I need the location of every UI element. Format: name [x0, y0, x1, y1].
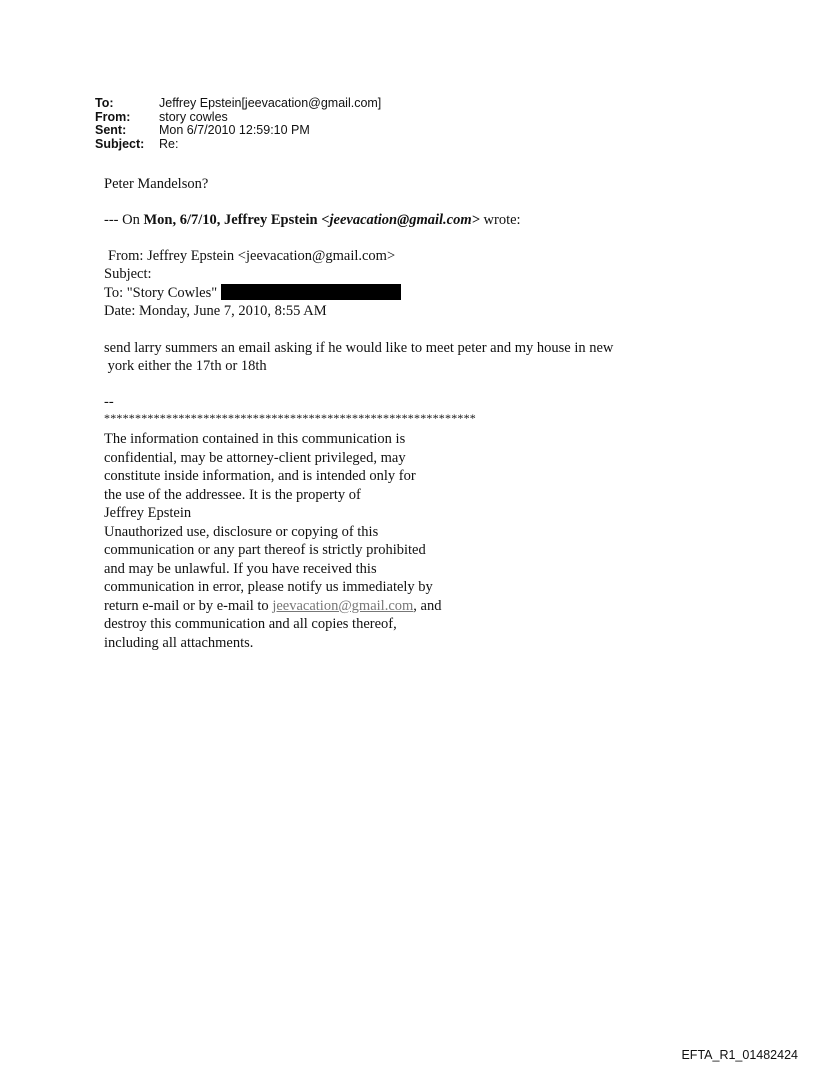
to-value: Jeffrey Epstein[jeevacation@gmail.com] — [159, 96, 382, 110]
from-row — [95, 111, 381, 125]
link-line-suffix: , and — [413, 597, 442, 614]
quote-intro — [104, 212, 521, 229]
disclaimer-line: constitute inside information, and is intended only for — [104, 468, 416, 484]
quoted-from: From: Jeffrey Epstein <jeevacation@gmail.com> — [108, 248, 396, 264]
signature-dash: -- — [104, 394, 114, 410]
quoted-to — [104, 284, 401, 302]
subject-row — [95, 138, 381, 152]
disclaimer-line: including all attachments. — [104, 634, 254, 651]
quote-intro-email: <jeevacation@gmail.com> — [321, 212, 480, 228]
disclaimer-link-line — [104, 597, 441, 616]
reply-text: Peter Mandelson? — [104, 176, 209, 192]
sent-value: Mon 6/7/2010 12:59:10 PM — [159, 123, 310, 137]
quoted-date: Date: Monday, June 7, 2010, 8:55 AM — [104, 303, 327, 319]
subject-label: Subject: — [95, 136, 145, 151]
from-label: From: — [95, 109, 131, 124]
star-divider: ************************************************************ — [104, 411, 476, 425]
disclaimer-line: the use of the addressee. It is the property of — [104, 486, 361, 503]
disclaimer-line: communication in error, please notify us immediately by — [104, 579, 433, 595]
disclaimer-line: Unauthorized use, disclosure or copying of this — [104, 523, 379, 540]
disclaimer-line: The information contained in this communication is — [104, 431, 406, 447]
quoted-subject: Subject: — [104, 266, 152, 282]
redaction-box — [221, 284, 401, 300]
email-link[interactable]: jeevacation@gmail.com — [272, 597, 414, 614]
sent-label: Sent: — [95, 123, 127, 137]
from-value: story cowles — [159, 109, 228, 124]
disclaimer-line: confidential, may be attorney-client privileged, may — [104, 449, 406, 466]
disclaimer-line: communication or any part thereof is strictly prohibited — [104, 542, 426, 558]
disclaimer-line: and may be unlawful. If you have received this — [104, 560, 377, 577]
link-line-prefix: return e-mail or by e-mail to — [104, 597, 273, 614]
quote-intro-suffix: wrote: — [479, 212, 521, 228]
sent-row — [95, 124, 381, 138]
quoted-to-text: To: "Story Cowles" — [104, 285, 218, 301]
to-row — [95, 97, 381, 111]
disclaimer-line: destroy this communication and all copies thereof, — [104, 616, 397, 632]
document-id: EFTA_R1_01482424 — [681, 1048, 798, 1062]
disclaimer — [104, 430, 441, 652]
quote-intro-prefix: --- On — [104, 212, 144, 228]
email-header — [95, 97, 381, 151]
subject-value: Re: — [159, 136, 179, 151]
disclaimer-line: Jeffrey Epstein — [104, 505, 192, 521]
quoted-body-line-1: send larry summers an email asking if he would like to meet peter and my house in new — [104, 340, 614, 356]
quoted-body-line-2: york either the 17th or 18th — [104, 358, 267, 374]
quote-intro-date: Mon, 6/7/10, Jeffrey Epstein — [143, 212, 322, 228]
to-label: To: — [95, 96, 114, 110]
